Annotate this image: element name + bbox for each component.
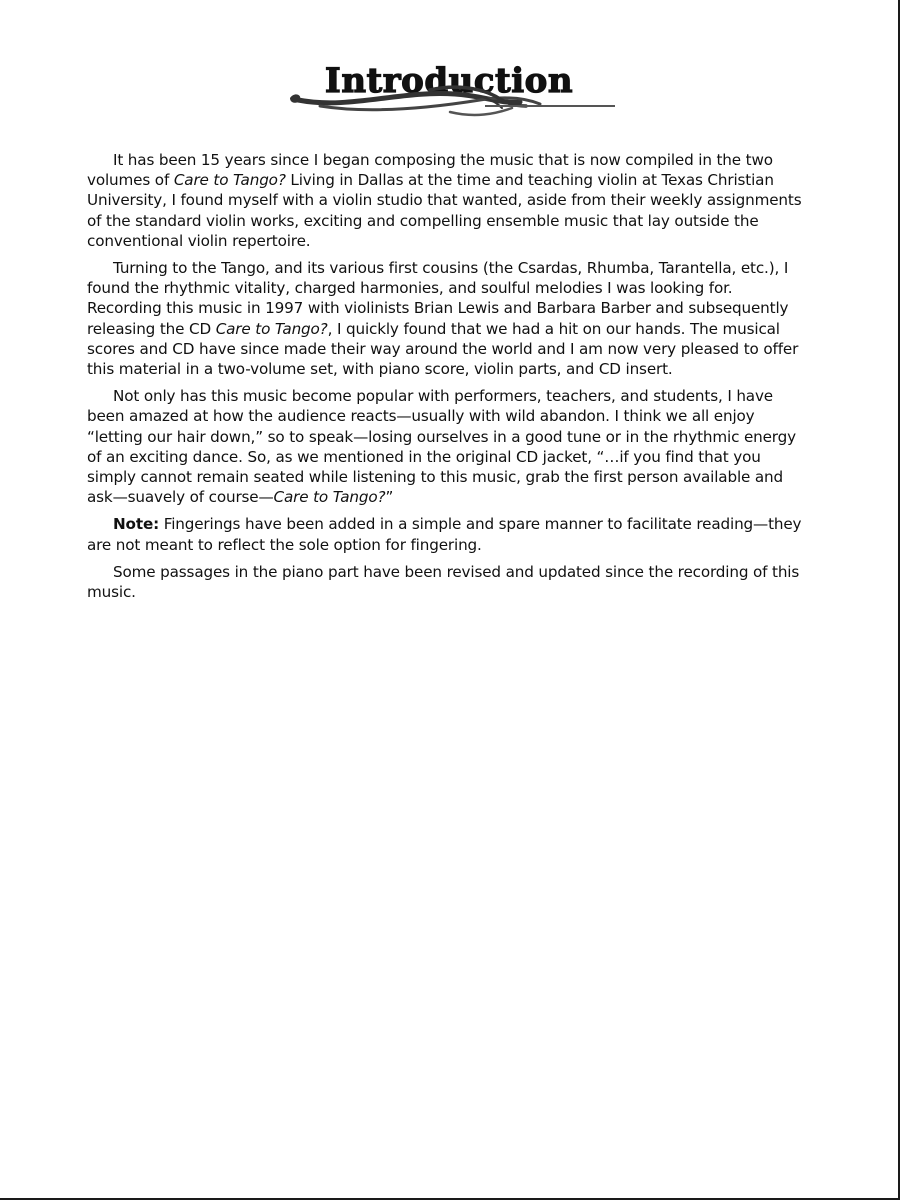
page-title: Introduction bbox=[324, 60, 574, 101]
intro-paragraph-3 bbox=[87, 386, 809, 507]
note-paragraph bbox=[87, 514, 809, 554]
paragraph-text: , I quickly found that we had a hit on our hands. The musical scores and CD have since made their way around the world and I am now very pleased to offer this material in a two-volume set, with piano score, violin parts, and CD insert. bbox=[87, 319, 799, 379]
note-text: Fingerings have been added in a simple and spare manner to facilitate reading—they are not meant to reflect the sole option for fingering. bbox=[87, 515, 802, 554]
paragraph-text: ” bbox=[385, 488, 394, 507]
introduction-body bbox=[87, 150, 809, 609]
title-italic: Care to Tango? bbox=[273, 488, 386, 507]
flourish-divider-icon bbox=[280, 84, 620, 124]
note-label: Note: bbox=[113, 515, 160, 534]
intro-paragraph-1 bbox=[87, 150, 809, 251]
title-italic: Care to Tango? bbox=[173, 171, 286, 190]
paragraph-text: Not only has this music become popular with performers, teachers, and students, I have been amazed at how the audience reacts—usually with wild abandon. I think we all enjoy “letting our hair down,” so to speak—losing ourselves in a good tune or in the rhythmic energy of an exciting dance. So, as we mentioned in the original CD jacket, “…if you find that you simply cannot remain seated while listening to this music, grab the first person available and ask—suavely of course— bbox=[87, 387, 796, 507]
paragraph-text: Some passages in the piano part have been revised and updated since the recording of this music. bbox=[87, 562, 800, 602]
intro-paragraph-5 bbox=[87, 562, 809, 602]
paragraph-text: Turning to the Tango, and its various first cousins (the Csardas, Rhumba, Tarantella, etc.), I found the rhythmic vitality, charged harmonies, and soulful melodies I was looking for. Recording this music in 1997 with violinists Brian Lewis and Barbara Barber and subsequently releasing the CD bbox=[87, 259, 789, 338]
title-italic: Care to Tango? bbox=[215, 319, 328, 338]
paragraph-text: It has been 15 years since I began composing the music that is now compiled in the two volumes of bbox=[87, 151, 773, 190]
intro-paragraph-2 bbox=[87, 258, 809, 379]
paragraph-text: Living in Dallas at the time and teaching violin at Texas Christian University, I found myself with a violin studio that wanted, aside from their weekly assignments of the standard violin works, exciting and compelling ensemble music that lay outside the conventional violin repertoire. bbox=[87, 171, 802, 250]
